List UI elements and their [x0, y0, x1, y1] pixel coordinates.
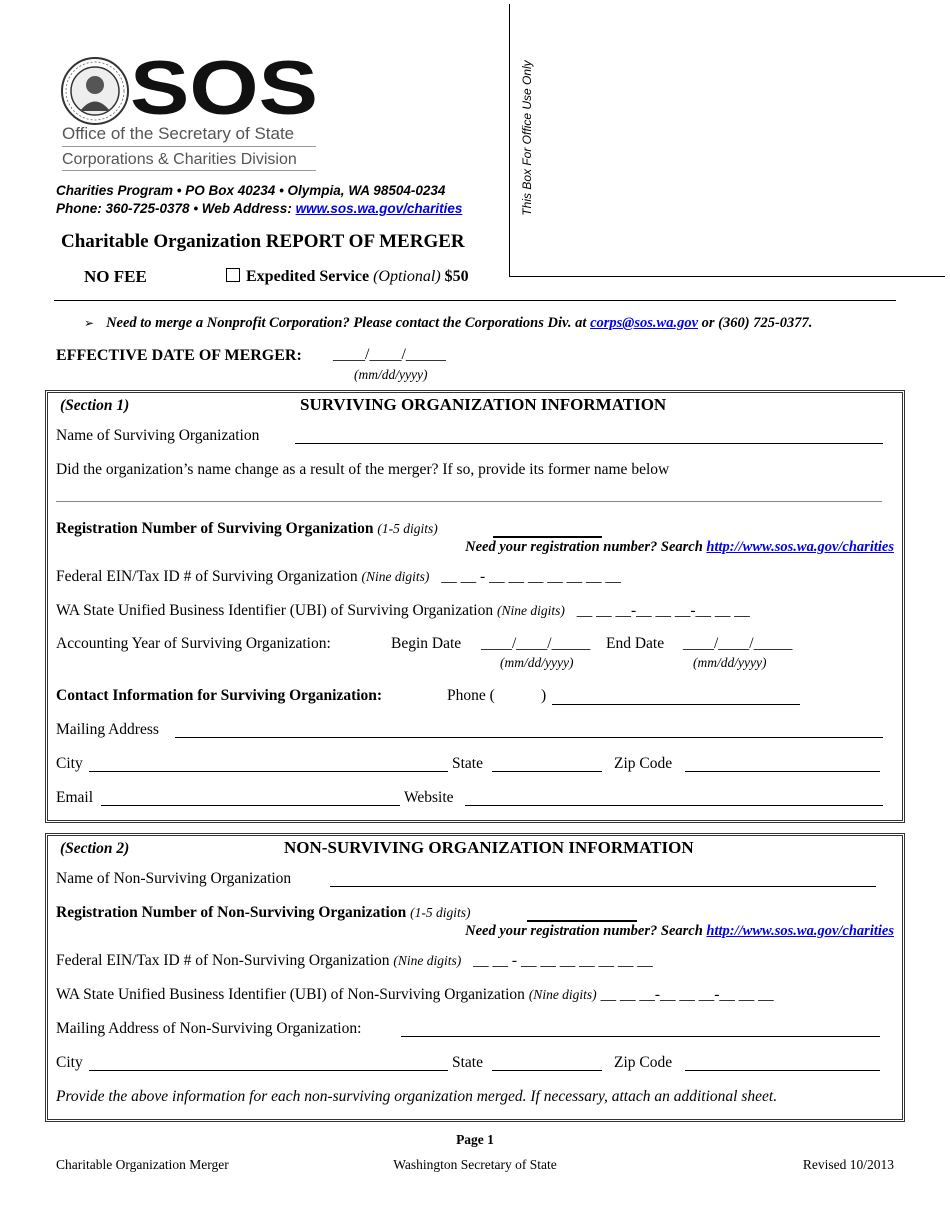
- footer-center: Washington Secretary of State: [393, 1157, 557, 1172]
- non-surviving-ein-row: [56, 952, 653, 970]
- sos-logo-text: SOS: [130, 54, 318, 120]
- surviving-zip-field[interactable]: [685, 771, 880, 772]
- surviving-ubi-field[interactable]: __ __ __-__ __ __-__ __ __: [576, 602, 750, 619]
- state-seal-logo: [60, 56, 130, 126]
- non-surviving-ubi-row: [56, 986, 774, 1004]
- surviving-search-text: Need your registration number? Search: [465, 539, 707, 555]
- page-number: Page 1: [456, 1132, 494, 1147]
- expedited-label: Expedited Service: [246, 268, 370, 285]
- non-surviving-name-field[interactable]: [330, 886, 876, 887]
- surviving-ubi-digits: (Nine digits): [496, 603, 565, 618]
- surviving-ein-digits: (Nine digits): [361, 569, 430, 584]
- end-date-label: End Date: [606, 635, 665, 652]
- surviving-website-label: Website: [404, 789, 454, 806]
- surviving-ubi-row: [56, 602, 750, 620]
- effective-date-label: EFFECTIVE DATE OF MERGER:: [56, 347, 302, 364]
- corps-email-link[interactable]: corps@sos.wa.gov: [590, 315, 699, 331]
- non-surviving-reg-digits: (1-5 digits): [410, 905, 471, 920]
- non-surviving-zip-label: Zip Code: [614, 1054, 673, 1071]
- surviving-reg-digits: (1-5 digits): [377, 521, 438, 536]
- form-title: Charitable Organization REPORT OF MERGER: [61, 231, 465, 252]
- expedited-fee: $50: [444, 268, 469, 285]
- begin-date-format: (mm/dd/yyyy): [500, 655, 574, 670]
- surviving-email-label: Email: [56, 789, 94, 806]
- end-date-format: (mm/dd/yyyy): [693, 655, 767, 670]
- notice-text: Need to merge a Nonprofit Corporation? Please contact the Corporations Div. at: [106, 315, 591, 331]
- former-name-field[interactable]: [56, 501, 882, 502]
- additional-sheet-note: Provide the above information for each non-surviving organization merged. If necessary, attach an additional sheet.: [56, 1088, 778, 1105]
- office-use-label: This Box For Office Use Only: [520, 60, 534, 216]
- header-divider: [54, 300, 896, 301]
- surviving-email-field[interactable]: [101, 805, 400, 806]
- non-surviving-name-label: Name of Non-Surviving Organization: [56, 870, 292, 887]
- arrow-icon: ➢: [84, 316, 95, 330]
- surviving-reg-search: [465, 539, 894, 556]
- non-surviving-state-label: State: [452, 1054, 483, 1071]
- footer-left: Charitable Organization Merger: [56, 1157, 229, 1172]
- non-surviving-city-label: City: [56, 1054, 83, 1071]
- effective-date-field[interactable]: ____/____/_____: [333, 346, 446, 363]
- office-box-bottom-border: [509, 276, 945, 277]
- surviving-name-field[interactable]: [295, 443, 883, 444]
- phone-field[interactable]: [552, 704, 800, 705]
- surviving-city-field[interactable]: [89, 771, 448, 772]
- surviving-ein-field[interactable]: __ __ - __ __ __ __ __ __ __: [441, 568, 621, 585]
- begin-date-field[interactable]: ____/____/_____: [481, 635, 591, 652]
- address-line: Charities Program • PO Box 40234 • Olympia, WA 98504-0234: [56, 183, 446, 198]
- surviving-name-label: Name of Surviving Organization: [56, 427, 260, 444]
- non-surviving-ein-label: Federal EIN/Tax ID # of Non-Surviving Organization: [56, 952, 390, 969]
- phone-web-prefix: Phone: 360-725-0378 • Web Address:: [56, 201, 296, 216]
- section2-tag: (Section 2): [60, 840, 130, 857]
- non-surviving-reg-search: [465, 923, 894, 940]
- non-surviving-city-field[interactable]: [89, 1070, 448, 1071]
- surviving-city-label: City: [56, 755, 83, 772]
- notice-text-after: or (360) 725-0377.: [698, 315, 813, 331]
- surviving-website-field[interactable]: [465, 805, 883, 806]
- non-surviving-zip-field[interactable]: [685, 1070, 880, 1071]
- phone-close-paren: ): [541, 687, 547, 704]
- office-name: Office of the Secretary of State: [62, 124, 295, 143]
- division-name: Corporations & Charities Division: [62, 151, 297, 168]
- surviving-reg-row: [56, 520, 438, 538]
- surviving-ein-label: Federal EIN/Tax ID # of Surviving Organization: [56, 568, 358, 585]
- surviving-ubi-label: WA State Unified Business Identifier (UBI) of Surviving Organization: [56, 602, 494, 619]
- surviving-reg-field[interactable]: [493, 536, 602, 538]
- non-surviving-mailing-field[interactable]: [401, 1036, 880, 1037]
- non-surviving-ubi-digits: (Nine digits): [528, 987, 597, 1002]
- non-surviving-search-text: Need your registration number? Search: [465, 923, 707, 939]
- non-surviving-ein-digits: (Nine digits): [393, 953, 462, 968]
- name-change-question: Did the organization’s name change as a result of the merger? If so, provide its former name below: [56, 461, 670, 478]
- expedited-checkbox[interactable]: [226, 268, 240, 282]
- surviving-state-field[interactable]: [492, 771, 602, 772]
- non-surviving-reg-row: [56, 904, 470, 922]
- surviving-reg-label: Registration Number of Surviving Organization: [56, 520, 374, 537]
- accounting-year-label: Accounting Year of Surviving Organization:: [56, 635, 331, 652]
- non-surviving-reg-label: Registration Number of Non-Surviving Organization: [56, 904, 407, 921]
- section1-title: SURVIVING ORGANIZATION INFORMATION: [300, 395, 667, 414]
- non-surviving-search-link[interactable]: http://www.sos.wa.gov/charities: [706, 923, 894, 939]
- sos-logo-letters: [130, 54, 320, 120]
- non-surviving-ein-field[interactable]: __ __ - __ __ __ __ __ __ __: [473, 952, 653, 969]
- web-address-link[interactable]: www.sos.wa.gov/charities: [295, 201, 463, 216]
- non-surviving-reg-field[interactable]: [527, 920, 637, 922]
- non-surviving-ubi-label: WA State Unified Business Identifier (UBI) of Non-Surviving Organization: [56, 986, 525, 1003]
- phone-label: Phone (: [447, 687, 495, 704]
- effective-date-format: (mm/dd/yyyy): [354, 367, 428, 382]
- surviving-mailing-label: Mailing Address: [56, 721, 159, 738]
- footer-right: Revised 10/2013: [802, 1157, 894, 1172]
- begin-date-label: Begin Date: [391, 635, 462, 652]
- section2-title: NON-SURVIVING ORGANIZATION INFORMATION: [284, 838, 694, 857]
- non-surviving-state-field[interactable]: [492, 1070, 602, 1071]
- contact-info-label: Contact Information for Surviving Organization:: [56, 687, 383, 704]
- surviving-zip-label: Zip Code: [614, 755, 673, 772]
- phone-web-line: [56, 201, 462, 216]
- optional-label: (Optional): [373, 268, 441, 285]
- surviving-mailing-field[interactable]: [175, 737, 883, 738]
- surviving-ein-row: [56, 568, 621, 586]
- surviving-state-label: State: [452, 755, 483, 772]
- non-surviving-ubi-field[interactable]: __ __ __-__ __ __-__ __ __: [600, 986, 774, 1003]
- office-box-left-border: [509, 4, 510, 276]
- merge-notice: [84, 315, 812, 332]
- no-fee-label: NO FEE: [84, 267, 147, 286]
- surviving-search-link[interactable]: http://www.sos.wa.gov/charities: [706, 539, 894, 555]
- end-date-field[interactable]: ____/____/_____: [683, 635, 793, 652]
- section1-tag: (Section 1): [60, 397, 130, 414]
- expedited-service: [226, 268, 469, 286]
- non-surviving-mailing-label: Mailing Address of Non-Surviving Organization:: [56, 1020, 362, 1037]
